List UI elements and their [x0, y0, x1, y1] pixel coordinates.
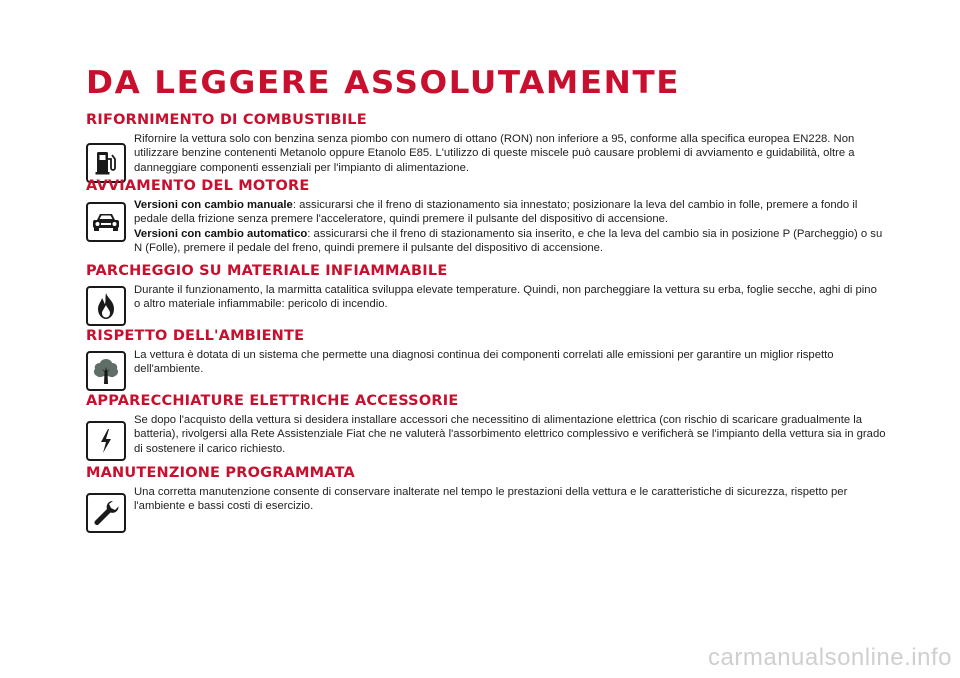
- automatic-transmission-body: : assicurarsi che il freno di stazionamento sia inserito, e che la leva del cambio sia in posizione P (Parcheggio) o su N (Folle), premere il pedale del freno, quindi premere il pulsante del dispositivo di accensione.: [134, 227, 883, 254]
- flame-icon: [86, 286, 126, 326]
- page-title: DA LEGGERE ASSOLUTAMENTE: [86, 65, 681, 101]
- section-electrical-accessories: [86, 394, 886, 456]
- section-text: Rifornire la vettura solo con benzina senza piombo con numero di ottano (RON) non inferiore a 95, conforme alla specifica europea EN228. Non utilizzare benzine contenenti Metanolo oppure Etanolo E85. L'utilizzo di queste miscele può causare problemi di avviamento e guidabilità, oltre a danneggiare componenti essenziali per l'impianto di alimentazione.: [134, 132, 855, 174]
- section-title: RIFORNIMENTO DI COMBUSTIBILE: [86, 112, 367, 128]
- automatic-transmission-text: [134, 227, 886, 256]
- manual-transmission-body: : assicurarsi che il freno di stazionamento sia innestato; posizionare la leva del cambio in folle, premere a fondo il pedale della frizione senza premere l'acceleratore, quindi premere il pulsante del dispositivo di accensione.: [134, 198, 858, 225]
- tree-icon: [86, 351, 126, 391]
- section-environment: [86, 329, 886, 377]
- lightning-icon: [86, 421, 126, 461]
- section-text: Una corretta manutenzione consente di conservare inalterate nel tempo le prestazioni della vettura e le caratteristiche di sicurezza, rispetto per l'ambiente e bassi costi di esercizio.: [134, 485, 848, 512]
- wrench-icon: [86, 493, 126, 533]
- manual-transmission-label: Versioni con cambio manuale: [134, 198, 293, 211]
- automatic-transmission-label: Versioni con cambio automatico: [134, 227, 308, 240]
- section-fuel: [86, 113, 886, 175]
- car-front-icon: [86, 202, 126, 242]
- section-title: APPARECCHIATURE ELETTRICHE ACCESSORIE: [86, 393, 459, 409]
- section-text: La vettura è dotata di un sistema che permette una diagnosi continua dei componenti correlati alle emissioni per garantire un miglior rispetto dell'ambiente.: [134, 348, 834, 375]
- section-flammable-parking: [86, 264, 886, 312]
- manual-transmission-text: [134, 198, 886, 227]
- section-text: Durante il funzionamento, la marmitta catalitica sviluppa elevate temperature. Quindi, non parcheggiare la vettura su erba, foglie secche, aghi di pino o altro materiale infiammabile: pericolo di incendio.: [134, 283, 877, 310]
- section-engine-start: [86, 179, 886, 256]
- section-scheduled-maintenance: [86, 466, 886, 514]
- fuel-pump-icon: [86, 143, 126, 183]
- section-title: MANUTENZIONE PROGRAMMATA: [86, 465, 355, 481]
- section-text: Se dopo l'acquisto della vettura si desidera installare accessori che necessitino di alimentazione elettrica (con rischio di scaricare gradualmente la batteria), rivolgersi alla Rete Assistenziale Fiat che ne valuterà l'assorbimento elettrico complessivo e verificherà se l'impianto della vettura sia in grado di sostenere il carico richiesto.: [134, 413, 886, 455]
- section-title: PARCHEGGIO SU MATERIALE INFIAMMABILE: [86, 263, 448, 279]
- watermark: carmanualsonline.info: [708, 644, 952, 671]
- section-title: AVVIAMENTO DEL MOTORE: [86, 178, 310, 194]
- section-title: RISPETTO DELL'AMBIENTE: [86, 328, 305, 344]
